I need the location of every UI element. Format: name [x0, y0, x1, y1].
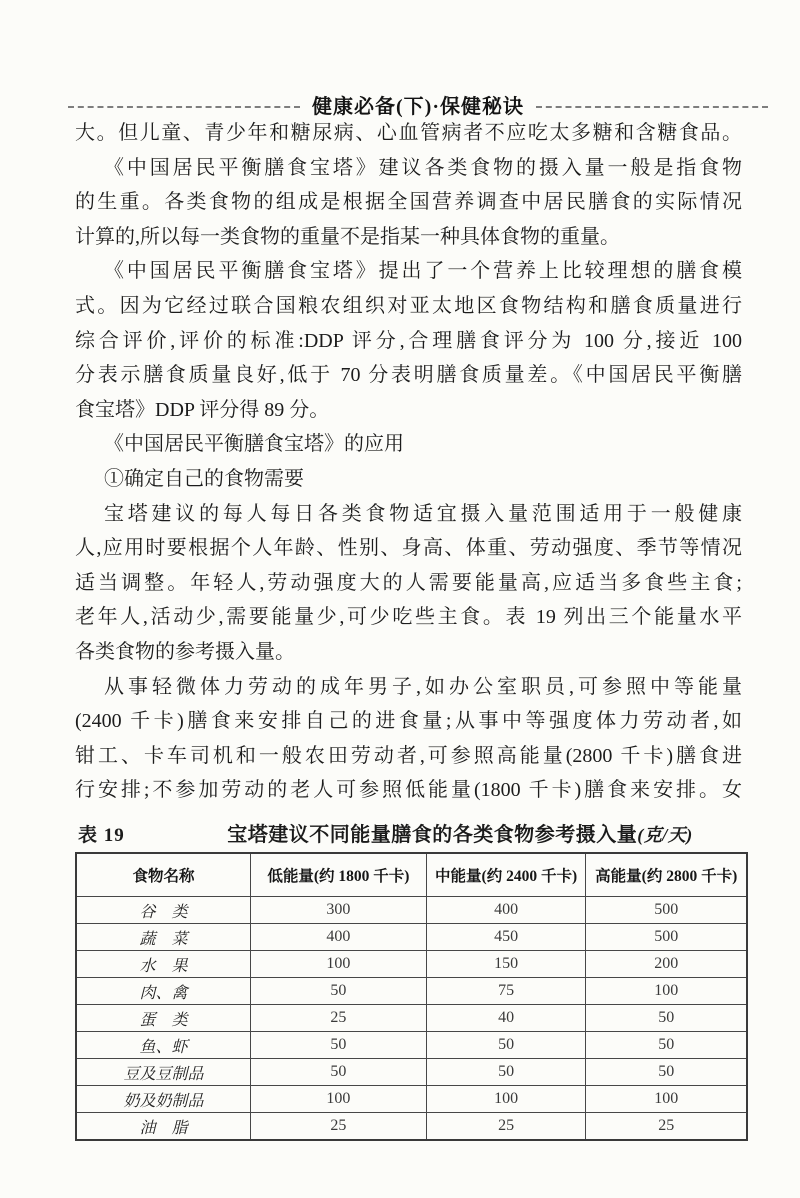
text-line: 各类食物的参考摄入量。 — [75, 640, 295, 663]
intake-value-cell: 40 — [426, 1005, 586, 1032]
text-line: ①确定自己的食物需要 — [104, 467, 304, 490]
table-row — [76, 924, 747, 951]
intake-value-cell: 300 — [250, 897, 426, 924]
column-header: 中能量(约 2400 千卡) — [426, 853, 586, 897]
table-row — [76, 1005, 747, 1032]
intake-value-cell: 25 — [586, 1113, 747, 1141]
food-name-cell: 豆及豆制品 — [76, 1059, 250, 1086]
table-header-row — [76, 853, 747, 897]
table-row — [76, 897, 747, 924]
text-line: 分表示膳食质量良好,低于 70 分表明膳食质量差。《中国居民平衡膳 — [75, 364, 742, 387]
text-line: 老年人,活动少,需要能量少,可少吃些主食。表 19 列出三个能量水平 — [75, 606, 742, 629]
intake-value-cell: 100 — [250, 1086, 426, 1113]
intake-value-cell: 25 — [426, 1113, 586, 1141]
text-line: (2400 千卡)膳食来安排自己的进食量;从事中等强度体力劳动者,如 — [75, 710, 742, 733]
text-line: 适当调整。年轻人,劳动强度大的人需要能量高,应适当多食些主食; — [75, 571, 742, 594]
header-dash-right — [536, 106, 768, 108]
food-name-cell: 谷 类 — [76, 897, 250, 924]
intake-value-cell: 150 — [426, 951, 586, 978]
column-header: 高能量(约 2800 千卡) — [586, 853, 747, 897]
intake-value-cell: 75 — [426, 978, 586, 1005]
intake-value-cell: 25 — [250, 1005, 426, 1032]
table-caption-title — [174, 818, 746, 847]
table-row — [76, 1032, 747, 1059]
table-caption-text: 宝塔建议不同能量膳食的各类食物参考摄入量 — [227, 824, 638, 846]
text-line: 行安排;不参加劳动的老人可参照低能量(1800 千卡)膳食来安排。女 — [75, 779, 742, 802]
text-line: 计算的,所以每一类食物的重量不是指某一种具体食物的重量。 — [75, 225, 620, 248]
intake-value-cell: 50 — [586, 1005, 747, 1032]
intake-value-cell: 100 — [250, 951, 426, 978]
text-line: 食宝塔》DDP 评分得 89 分。 — [75, 398, 330, 421]
intake-value-cell: 450 — [426, 924, 586, 951]
text-line: 《中国居民平衡膳食宝塔》提出了一个营养上比较理想的膳食模 — [104, 260, 742, 283]
intake-value-cell: 50 — [426, 1032, 586, 1059]
intake-value-cell: 50 — [250, 1032, 426, 1059]
running-header-title: 健康必备(下)·保健秘诀 — [312, 96, 524, 118]
intake-value-cell: 25 — [250, 1113, 426, 1141]
food-name-cell: 肉、禽 — [76, 978, 250, 1005]
food-name-cell: 奶及奶制品 — [76, 1086, 250, 1113]
header-dash-left — [68, 106, 300, 108]
food-name-cell: 蛋 类 — [76, 1005, 250, 1032]
intake-value-cell: 200 — [586, 951, 747, 978]
intake-value-cell: 400 — [426, 897, 586, 924]
intake-value-cell: 50 — [250, 1059, 426, 1086]
text-line: 式。因为它经过联合国粮农组织对亚太地区食物结构和膳食质量进行 — [75, 294, 742, 317]
table-caption-unit: (克/天) — [637, 825, 693, 845]
intake-value-cell: 400 — [250, 924, 426, 951]
text-line: 人,应用时要根据个人年龄、性别、身高、体重、劳动强度、季节等情况 — [75, 537, 742, 560]
text-line: 宝塔建议的每人每日各类食物适宜摄入量范围适用于一般健康 — [104, 502, 742, 525]
intake-value-cell: 50 — [250, 978, 426, 1005]
table-row — [76, 978, 747, 1005]
text-line: 大。但儿童、青少年和糖尿病、心血管病者不应吃太多糖和含糖食品。 — [75, 122, 742, 144]
table-row — [76, 951, 747, 978]
text-line: 钳工、卡车司机和一般农田劳动者,可参照高能量(2800 千卡)膳食进 — [75, 744, 742, 767]
food-name-cell: 水 果 — [76, 951, 250, 978]
table-row — [76, 1113, 747, 1141]
intake-value-cell: 100 — [586, 978, 747, 1005]
table-row — [76, 1086, 747, 1113]
intake-value-cell: 500 — [586, 924, 747, 951]
food-name-cell: 油 脂 — [76, 1113, 250, 1141]
food-intake-table — [75, 852, 748, 1141]
text-line: 的生重。各类食物的组成是根据全国营养调查中居民膳食的实际情况 — [75, 191, 742, 214]
intake-value-cell: 100 — [586, 1086, 747, 1113]
text-line: 综合评价,评价的标准:DDP 评分,合理膳食评分为 100 分,接近 100 — [75, 329, 742, 352]
column-header: 低能量(约 1800 千卡) — [250, 853, 426, 897]
column-header: 食物名称 — [76, 853, 250, 897]
running-header — [68, 90, 768, 119]
intake-value-cell: 50 — [426, 1059, 586, 1086]
intake-value-cell: 50 — [586, 1059, 747, 1086]
table-caption-label: 表 19 — [78, 825, 125, 846]
food-name-cell: 鱼、虾 — [76, 1032, 250, 1059]
text-line: 《中国居民平衡膳食宝塔》的应用 — [104, 433, 404, 456]
table-row — [76, 1059, 747, 1086]
body-text — [75, 116, 742, 808]
text-line: 《中国居民平衡膳食宝塔》建议各类食物的摄入量一般是指食物 — [104, 156, 742, 179]
intake-value-cell: 100 — [426, 1086, 586, 1113]
text-line: 从事轻微体力劳动的成年男子,如办公室职员,可参照中等能量 — [104, 675, 742, 698]
food-name-cell: 蔬 菜 — [76, 924, 250, 951]
intake-value-cell: 500 — [586, 897, 747, 924]
intake-value-cell: 50 — [586, 1032, 747, 1059]
table-caption — [78, 818, 746, 847]
